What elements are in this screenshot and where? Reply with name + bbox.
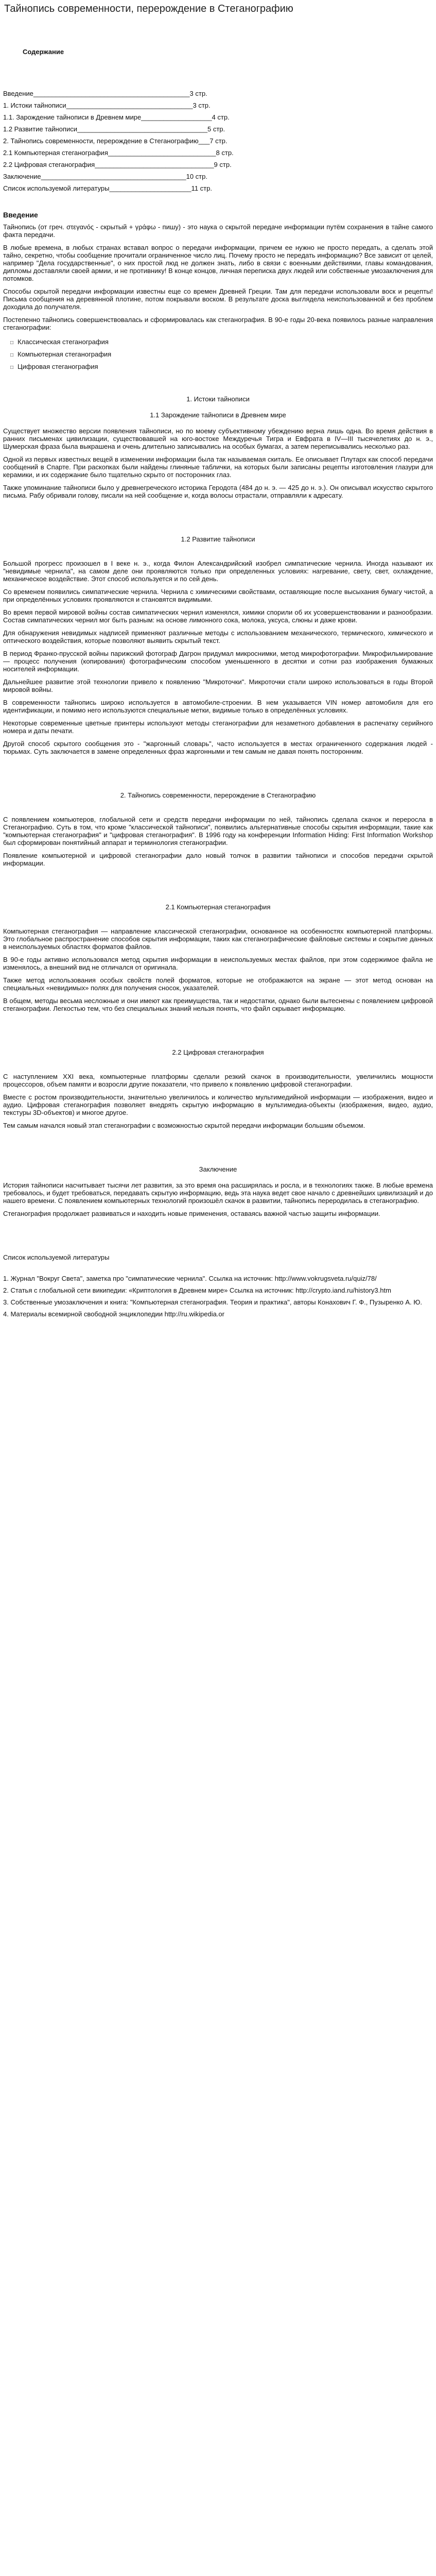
toc-item[interactable]: 2.2 Цифровая стеганография________________________________9 стр.	[3, 161, 232, 168]
paragraph: Компьютерная стеганография — направление классической стеганографии, основанное на особенностях компьютерной платформы. Это глобальное распространение способов скрытия информации, таких как стеганографические файловые системы и сокрытие данных в неиспользуемых областях форматов файлов.	[3, 927, 433, 951]
paragraph: Способы скрытой передачи информации известны еще со времен Древней Греции. Там для передачи использовали воск и рецепты! Письма сообщения на деревянной плотине, потом покрывали воском. В результате доска выглядела неиспользованной и без проблем доходила до получателя.	[3, 287, 433, 311]
paragraph: Существует множество версии появления тайнописи, но по моему субъективному убеждению верна лишь одна. Во время действия в ранних письменах цивилизации, существовавшей на юго-востоке Междуречья Тигра и Евфрата в IV—III тысячелетиях до н. э., Шумерская фраза была выкрашена и очень длительно записывались на особых бумагах, а затем переписывались несколько раз.	[3, 427, 433, 450]
reference-item: 3. Собственные умозаключения и книга: "Компьютерная стеганография. Теория и практика", авторы Конахович Г. Ф., Пузыренко А. Ю.	[3, 1298, 423, 1306]
paragraph: Некоторые современные цветные принтеры используют методы стеганографии для незаметного добавления в распечатку серийного номера и даты печати.	[3, 719, 433, 735]
paragraph: Для обнаружения невидимых надписей применяют различные методы с использованием механического, термического, химического и оптического воздействия, которые позволяют выявить скрытый текст.	[3, 629, 433, 645]
toc-item[interactable]: 1.1. Зарождение тайнописи в Древнем мире___________________4 стр.	[3, 113, 230, 121]
chapter-heading: 2. Тайнопись современности, перерождение в Стеганографию	[120, 791, 316, 799]
toc-item[interactable]: 1. Истоки тайнописи__________________________________3 стр.	[3, 101, 211, 109]
paragraph: Постепенно тайнопись совершенствовалась и сформировалась как стеганография. В 90-е годы 20-века появилось разные направления стеганографии:	[3, 316, 433, 331]
paragraph: Появление компьютерной и цифровой стеганографии дало новый толчок в развитии тайнописи и способов передачи скрытой информации.	[3, 852, 433, 867]
paragraph: Большой прогресс произошел в I веке н. э., когда Филон Александрийский изобрел симпатические чернила. Иногда называют их "невидимые чернила", на самом деле они проявляются только при определенных условиях: нагревание, свету, свет, охлаждение, механическое воздействие. Этот способ используется и по сей день.	[3, 560, 433, 583]
paragraph: Тем самым начался новый этап стеганографии с возможностью скрытой передачи информации большим объемом.	[3, 1122, 365, 1129]
steganography-types-list	[10, 336, 436, 374]
list-item: □ Классическая стеганография	[10, 336, 436, 349]
paragraph: Одной из первых известных вещей в изменении информации была так называемая скиталь. Ее описывает Плутарх как способ передачи сообщений в Спарте. При раскопках были найдены глиняные таблички, на которых были записаны рецепты изготовления глазури для керамики, и их содержание было тщательно скрыто от посторонних глаз.	[3, 455, 433, 479]
toc-item[interactable]: 2.1 Компьютерная стеганография_____________________________8 стр.	[3, 149, 234, 157]
reference-item: 2. Статья с глобальной сети википедии: «Криптология в Древнем мире» Ссылка на источник: http://crypto.iand.ru/history3.htm	[3, 1286, 391, 1294]
toc-item[interactable]: Список используемой литературы______________________11 стр.	[3, 184, 212, 192]
toc-item[interactable]: 1.2 Развитие тайнописи___________________________________5 стр.	[3, 125, 225, 133]
intro-heading: Введение	[3, 211, 38, 219]
paragraph: Во время первой мировой войны состав симпатических чернил изменялся, химики спорили об их усовершенствовании и разнообразии. Состав симпатических чернил мог быть разным: на основе лимонного сока, молока, уксуса, слюны и даже крови.	[3, 608, 433, 624]
references-section	[0, 1253, 436, 1318]
paragraph: Также метод использования особых свойств полей форматов, которые не отображаются на экране — этот метод основан на специальных «невидимых» полях для получения сносок, указателей.	[3, 976, 433, 992]
subsection-heading: 2.1 Компьютерная стеганография	[165, 903, 271, 911]
paragraph: Дальнейшее развитие этой технологии привело к появлению "Микроточки". Микроточки стали широко использоваться в годы Второй мировой войны.	[3, 678, 433, 693]
subsection-heading: 1.1 Зарождение тайнописи в Древнем мире	[150, 411, 286, 419]
paragraph: В 90-е годы активно использовался метод скрытия информации в неиспользуемых местах файлов, при этом содержимое файла не изменялось, а внешний вид не отличался от оригинала.	[3, 956, 433, 971]
paragraph: В период Франко-прусской войны парижский фотограф Дагрон придумал микроснимки, метод микрофотографии. Микрофильмирование — процесс получения (копирования) фотографическим способом уменьшенного в десятки и сотни раз изображения бумажных носителей информации.	[3, 650, 433, 673]
document-title: Тайнопись современности, перерождение в Стеганографию	[4, 3, 293, 14]
toc-item[interactable]: Введение__________________________________________3 стр.	[3, 90, 207, 97]
paragraph: В общем, методы весьма несложные и они имеют как преимущества, так и недостатки, однако были вытеснены с появлением цифровой стеганографии. Легкостью тем, что без специальных знаний нельзя понять, что файл скрывает информацию.	[3, 997, 433, 1012]
paragraph: Стеганография продолжает развиваться и находить новые применения, оставаясь важной частью защиты информации.	[3, 1210, 380, 1217]
list-item: □ Компьютерная стеганография	[10, 349, 436, 361]
paragraph: Тайнопись (от греч. στεγανός - скрытый + γράφω - пишу) - это наука о скрытой передаче информации путём сохранения в тайне самого факта передачи.	[3, 223, 433, 239]
subsection-heading: 1.2 Развитие тайнописи	[181, 535, 255, 543]
reference-item: 1. Журнал "Вокруг Света", заметка про "симпатические чернила". Ссылка на источник: http://www.vokrugsveta.ru/quiz/78/	[3, 1275, 377, 1282]
table-of-contents	[3, 88, 436, 194]
conclusion-heading: Заключение	[199, 1165, 237, 1173]
toc-item[interactable]: 2. Тайнопись современности, перерождение в Стеганографию___7 стр.	[3, 137, 228, 145]
chapter-heading: 1. Истоки тайнописи	[186, 395, 250, 403]
paragraph: С наступлением XXI века, компьютерные платформы сделали резкий скачок в производительности, увеличились мощности процессоров, объем памяти и возросли другие показатели, что привело к появлению цифровой стеганографии.	[3, 1073, 433, 1088]
paragraph: Также упоминание тайнописи было у древнегреческого историка Геродота (484 до н. э. — 425 до н. э.). Он описывал искусство скрытого письма. Рабу обривали голову, писали на ней сообщение и, когда волосы отрастали, отправляли к адресату.	[3, 484, 433, 499]
subsection-heading: 2.2 Цифровая стеганография	[172, 1048, 264, 1056]
paragraph: В любые времена, в любых странах вставал вопрос о передачи информации, причем ее нужно не просто передать, а сделать этой тайно, секретно, чтобы сообщение прочитали ограниченное число лиц. Почему просто не передать информацию? Все зависит от целей, например "Дела государственные", о них простой люд не должен знать, либо в связи с военными действиями, главы командования, дипломы доставляли своей армии, и не противнику! В конце концов, личная переписка двух людей или собственные умозаключения для потомков.	[3, 244, 433, 282]
paragraph: Другой способ скрытого сообщения это - "жаргонный словарь", часто используется в местах ограниченного содержания людей - тюрьмах. Суть заключается в замене определенных фраз жаргонными и тем самым не давая понять посторонним.	[3, 740, 433, 755]
paragraph: В современности тайнопись широко используется в автомобиле-строении. В нем указывается VIN номер автомобиля для его идентификации, и помимо него используются специальные метки, видимые только в определённых условиях.	[3, 699, 433, 714]
references-heading: Список используемой литературы	[3, 1253, 110, 1261]
paragraph: С появлением компьютеров, глобальной сети и средств передачи информации по ней, тайнопись сделала скачок и переросла в Стеганографию. Суть в том, что кроме "классической тайнописи", появились альтернативные способы скрытия информации, такие как "компьютерная стеганография" и "цифровая стеганография". В 1996 году на конференции Information Hiding: First Information Workshop был сформирован понятийный аппарат и терминология стеганографии.	[3, 816, 433, 846]
paragraph: История тайнописи насчитывает тысячи лет развития, за это время она расширялась и росла, и в технологиях также. В любые времена требовалось, и будет требоваться, передавать скрытую информацию, ведь эта наука ведет свое начало с древнейших цивилизаций и до нашего времени. С появлением компьютерных технологий произошёл скачок в развитии, тайнопись переродилась в стеганографию.	[3, 1181, 433, 1205]
list-item: □ Цифровая стеганография	[10, 361, 436, 374]
contents-heading: Содержание	[23, 48, 64, 56]
paragraph: Со временем появились симпатические чернила. Чернила с химическими свойствами, оставляющие после высыхания бумагу чистой, а при определённых условиях проявляются и становятся видимыми.	[3, 588, 433, 603]
toc-item[interactable]: Заключение_______________________________________10 стр.	[3, 173, 207, 180]
paragraph: Вместе с ростом производительности, значительно увеличилось и количество мультимедийной информации — изображения, видео и аудио. Цифровая стеганография позволяет внедрять скрытую информацию в мультимедиа-объекты (изображения, видео, аудио, текстуры 3D-объектов) и многое другое.	[3, 1093, 433, 1116]
reference-item: 4. Материалы всемирной свободной энциклопедии http://ru.wikipedia.or	[3, 1310, 224, 1318]
